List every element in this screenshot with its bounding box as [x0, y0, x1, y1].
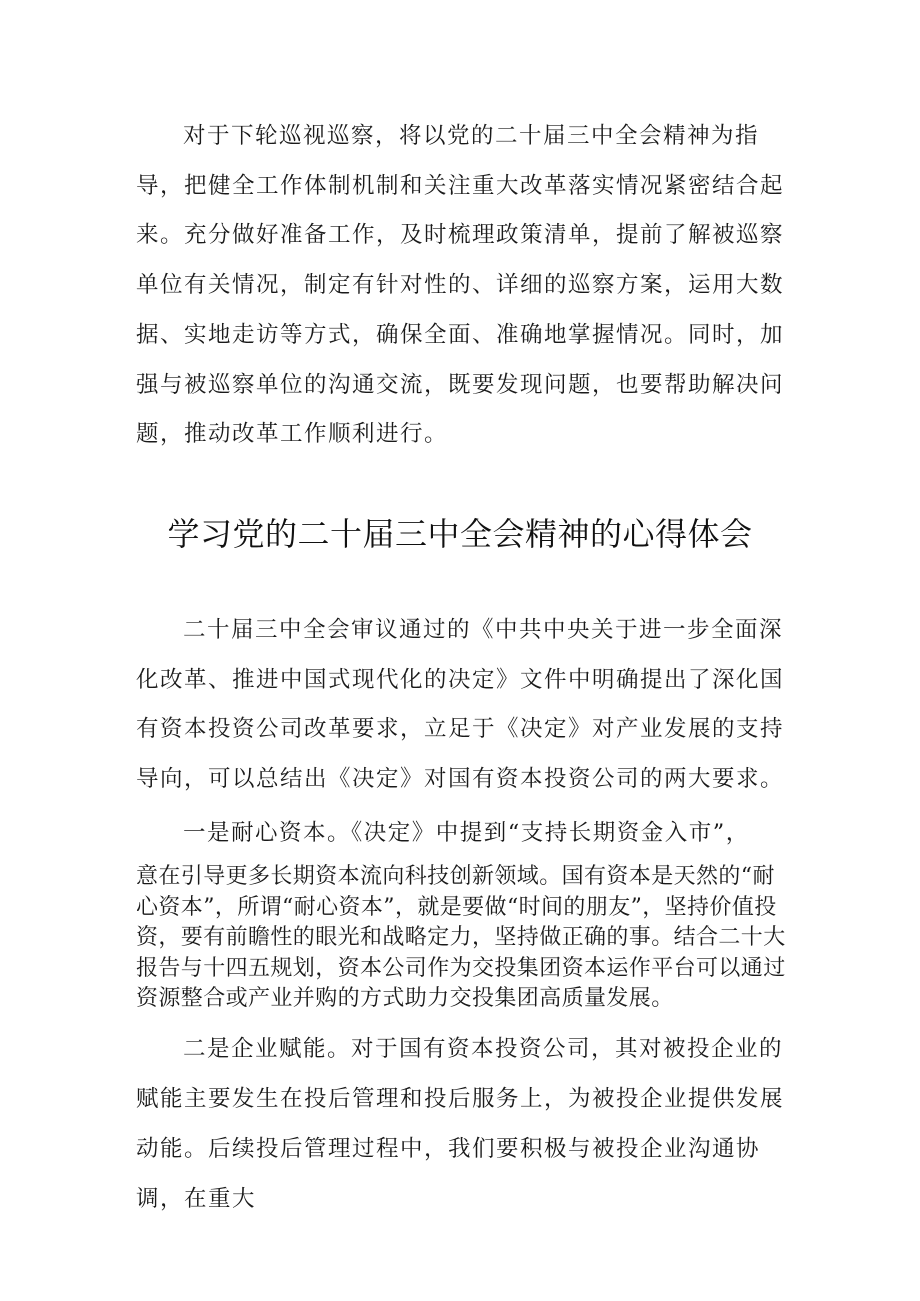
paragraph-patient-capital-body: 意在引导更多长期资本流向科技创新领域。国有资本是天然的“耐心资本”，所谓“耐心资本”，就是要做“时间的朋友”，坚持价值投资，要有前瞻性的眼光和战略定力，坚持做正确的事。结合二十大报告与十四五规划，资本公司作为交投集团资本运作平台可以通过资源整合或产业并购的方式助力交投集团高质量发展。	[136, 864, 786, 1011]
paragraph-inspection: 对于下轮巡视巡察，将以党的二十届三中全会精神为指导，把健全工作体制机制和关注重大改革落实情况紧密结合起来。充分做好准备工作，及时梳理政策清单，提前了解被巡察单位有关情况，制定有针对性的、详细的巡察方案，运用大数据、实地走访等方式，确保全面、准确地掌握情况。同时，加强与被巡察单位的沟通交流，既要发现问题，也要帮助解决问题，推动改革工作顺利进行。	[136, 123, 785, 448]
paragraph-enterprise-empowerment: 二是企业赋能。对于国有资本投资公司，其对被投企业的赋能主要发生在投后管理和投后服务上，为被投企业提供发展动能。后续投后管理过程中，我们要积极与被投企业沟通协调，在重大	[136, 1036, 785, 1212]
paragraph-intro: 二十届三中全会审议通过的《中共中央关于进一步全面深化改革、推进中国式现代化的决定》文件中明确提出了深化国有资本投资公司改革要求，立足于《决定》对产业发展的支持导向，可以总结出《决定》对国有资本投资公司的两大要求。	[136, 617, 785, 793]
article-title: 学习党的二十届三中全会精神的心得体会	[167, 515, 753, 553]
paragraph-patient-capital-lead: 一是耐心资本。《决定》中提到“支持长期资金入市”，	[183, 820, 750, 846]
